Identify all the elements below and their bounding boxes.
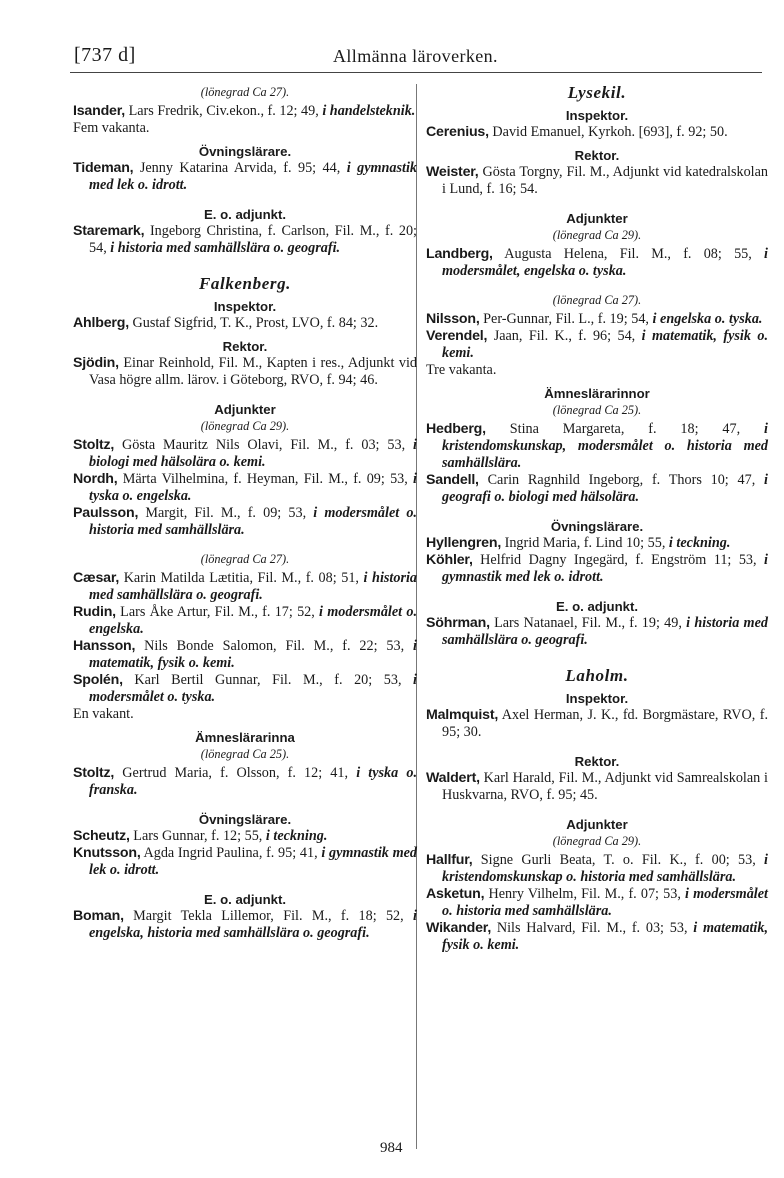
section-heading: Ämneslärarinna xyxy=(195,730,295,745)
right-column xyxy=(426,84,768,954)
entry-verendel: Verendel, Jaan, Fil. K., f. 96; 54, i matematik, fysik o. kemi. xyxy=(426,328,768,361)
salary-note: (lönegrad Ca 29). xyxy=(200,419,290,433)
salary-note: (lönegrad Ca 27). xyxy=(552,293,642,307)
section-heading: Rektor. xyxy=(574,148,620,163)
section-heading: E. o. adjunkt. xyxy=(203,207,287,222)
salary-note: (lönegrad Ca 25). xyxy=(552,403,642,417)
vacancy-note: Fem vakanta. xyxy=(73,120,150,136)
vacancy-note: Tre vakanta. xyxy=(426,362,497,378)
salary-note: (lönegrad Ca 29). xyxy=(552,834,642,848)
salary-note: (lönegrad Ca 29). xyxy=(552,228,642,242)
entry-scheutz: Scheutz, Lars Gunnar, f. 12; 55, i teckning. xyxy=(73,828,328,844)
city-heading: Falkenberg. xyxy=(198,274,292,293)
entry-nordh: Nordh, Märta Vilhelmina, f. Heyman, Fil. M., f. 09; 53, i tyska o. engelska. xyxy=(73,471,417,504)
section-heading: E. o. adjunkt. xyxy=(203,892,287,907)
city-heading: Lysekil. xyxy=(567,83,627,102)
entry-kohler: Köhler, Helfrid Dagny Ingegärd, f. Engström 11; 53, i gymnastik med lek o. idrott. xyxy=(426,552,768,585)
left-column xyxy=(73,84,417,942)
header-rule xyxy=(70,72,762,73)
section-heading: Ämneslärarinnor xyxy=(544,386,650,401)
entry-hyllengren: Hyllengren, Ingrid Maria, f. Lind 10; 55, i teckning. xyxy=(426,535,731,551)
entry-ahlberg: Ahlberg, Gustaf Sigfrid, T. K., Prost, LVO, f. 84; 32. xyxy=(73,315,379,331)
entry-hallfur: Hallfur, Signe Gurli Beata, T. o. Fil. K., f. 00; 53, i kristendomskunskap o. historia med samhällslära. xyxy=(426,852,768,885)
entry-asketun: Asketun, Henry Vilhelm, Fil. M., f. 07; 53, i modersmålet o. historia med samhällslära. xyxy=(426,886,768,919)
section-heading: Inspektor. xyxy=(565,108,629,123)
entry-isander: Isander, Lars Fredrik, Civ.ekon., f. 12; 49, i handelsteknik. xyxy=(73,103,416,119)
entry-sohrman: Söhrman, Lars Natanael, Fil. M., f. 19; 49, i historia med samhällslära o. geografi. xyxy=(426,615,768,648)
page-number: 984 xyxy=(380,1140,403,1156)
entry-wikander: Wikander, Nils Halvard, Fil. M., f. 03; 53, i matematik, fysik o. kemi. xyxy=(426,920,768,953)
entry-knutsson: Knutsson, Agda Ingrid Paulina, f. 95; 41, i gymnastik med lek o. idrott. xyxy=(73,845,418,878)
section-heading: Adjunkter xyxy=(566,211,628,226)
entry-boman: Boman, Margit Tekla Lillemor, Fil. M., f. 18; 52, i engelska, historia med samhällslära o. geografi. xyxy=(73,908,417,941)
salary-note: (lönegrad Ca 25). xyxy=(200,747,290,761)
section-heading: Inspektor. xyxy=(565,691,629,706)
section-heading: Adjunkter xyxy=(214,402,276,417)
vacancy-note: En vakant. xyxy=(73,706,134,722)
entry-caesar: Cæsar, Karin Matilda Lætitia, Fil. M., f. 08; 51, i historia med samhällslära o. geografi. xyxy=(73,570,417,603)
section-heading: Rektor. xyxy=(574,754,620,769)
section-heading: Övningslärare. xyxy=(198,812,292,827)
entry-stoltz-gosta: Stoltz, Gösta Mauritz Nils Olavi, Fil. M., f. 03; 53, i biologi med hälsolära o. kemi. xyxy=(73,437,417,470)
entry-landberg: Landberg, Augusta Helena, Fil. M., f. 08; 55, i modersmålet, engelska o. tyska. xyxy=(426,246,768,279)
entry-stoltz-gertrud: Stoltz, Gertrud Maria, f. Olsson, f. 12; 41, i tyska o. franska. xyxy=(73,765,417,798)
entry-paulsson: Paulsson, Margit, Fil. M., f. 09; 53, i modersmålet o. historia med samhällslära. xyxy=(73,505,417,538)
entry-spolen: Spolén, Karl Bertil Gunnar, Fil. M., f. 20; 53, i modersmålet o. tyska. xyxy=(73,672,417,705)
entry-cerenius: Cerenius, David Emanuel, Kyrkoh. [693], f. 92; 50. xyxy=(426,124,728,140)
running-title: Allmänna läroverken. xyxy=(333,46,498,66)
section-heading: Rektor. xyxy=(222,339,268,354)
entry-hansson: Hansson, Nils Bonde Salomon, Fil. M., f. 22; 53, i matematik, fysik o. kemi. xyxy=(73,638,417,671)
section-heading: Övningslärare. xyxy=(198,144,292,159)
city-heading: Laholm. xyxy=(565,666,629,685)
entry-sjodin: Sjödin, Einar Reinhold, Fil. M., Kapten i res., Adjunkt vid Vasa högre allm. lärov. i Göteborg, RVO, f. 94; 46. xyxy=(73,355,417,388)
entry-staremark: Staremark, Ingeborg Christina, f. Carlson, Fil. M., f. 20; 54, i historia med samhällslära o. geografi. xyxy=(73,223,417,256)
salary-note: (lönegrad Ca 27). xyxy=(200,552,290,566)
page-reference: [737 d] xyxy=(74,44,136,66)
section-heading: E. o. adjunkt. xyxy=(555,599,639,614)
entry-waldert: Waldert, Karl Harald, Fil. M., Adjunkt vid Samrealskolan i Huskvarna, RVO, f. 95; 45. xyxy=(426,770,768,803)
entry-sandell: Sandell, Carin Ragnhild Ingeborg, f. Thors 10; 47, i geografi o. biologi med hälsolära. xyxy=(426,472,768,505)
entry-rudin: Rudin, Lars Åke Artur, Fil. M., f. 17; 52, i modersmålet o. engelska. xyxy=(73,604,417,637)
entry-weister: Weister, Gösta Torgny, Fil. M., Adjunkt vid katedralskolan i Lund, f. 16; 54. xyxy=(426,164,768,197)
entry-nilsson: Nilsson, Per-Gunnar, Fil. L., f. 19; 54, i engelska o. tyska. xyxy=(426,311,763,327)
entry-malmquist: Malmquist, Axel Herman, J. K., fd. Borgmästare, RVO, f. 95; 30. xyxy=(426,707,768,740)
entry-hedberg: Hedberg, Stina Margareta, f. 18; 47, i kristendomskunskap, modersmålet o. historia med samhällslära. xyxy=(426,421,768,471)
section-heading: Övningslärare. xyxy=(550,519,644,534)
section-heading: Inspektor. xyxy=(213,299,277,314)
entry-tideman: Tideman, Jenny Katarina Arvida, f. 95; 44, i gymnastik med lek o. idrott. xyxy=(73,160,418,193)
section-heading: Adjunkter xyxy=(566,817,628,832)
salary-note: (lönegrad Ca 27). xyxy=(200,85,290,99)
